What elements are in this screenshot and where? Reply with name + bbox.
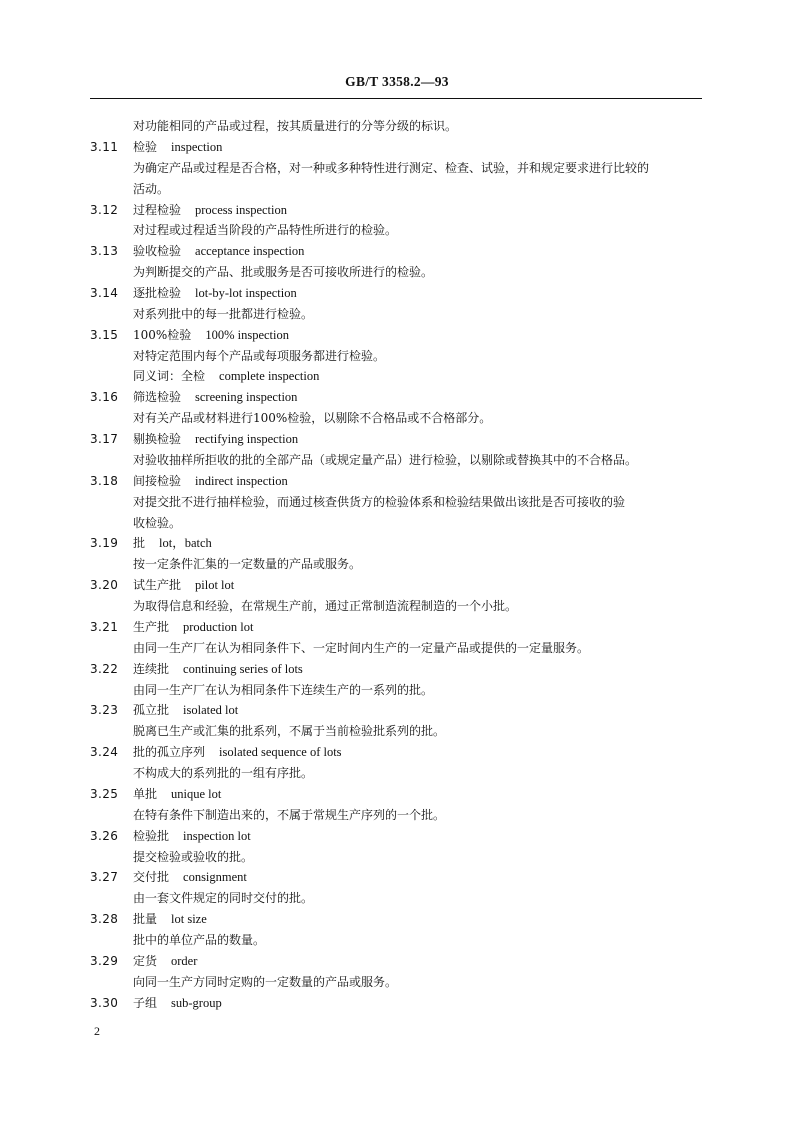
term-chinese: 生产批 [133, 619, 170, 634]
term-title [133, 993, 222, 1014]
definition-line [0, 763, 794, 784]
term-number: 3.29 [90, 953, 119, 968]
term-heading [0, 575, 794, 596]
term-title [133, 137, 222, 158]
term-number: 3.22 [90, 661, 119, 676]
term-title [133, 909, 207, 930]
definition-line [0, 346, 794, 367]
definition-text: 对验收抽样所拒收的批的全部产品（或规定量产品）进行检验，以剔除或替换其中的不合格品。 [133, 452, 638, 467]
definition-line [0, 262, 794, 283]
definition-text: 对功能相同的产品或过程，按其质量进行的分等分级的标识。 [133, 119, 458, 133]
term-number: 3.17 [90, 432, 119, 447]
term-heading [0, 784, 794, 805]
definition-line [0, 638, 794, 659]
term-title [133, 200, 287, 221]
synonym-text [133, 366, 319, 387]
term-heading [0, 533, 794, 554]
term-number: 3.26 [90, 828, 119, 843]
term-english: production lot [183, 619, 254, 634]
term-number: 3.12 [90, 202, 119, 217]
term-english: continuing series of lots [183, 661, 303, 676]
definition-line [0, 116, 794, 137]
term-english: inspection [171, 139, 223, 154]
definition-text: 对有关产品或材料进行100%检验，以剔除不合格品或不合格部分。 [133, 411, 492, 426]
term-chinese: 验收检验 [133, 244, 182, 259]
page-number: 2 [94, 1024, 100, 1038]
term-heading [0, 429, 794, 450]
term-english: process inspection [195, 202, 288, 217]
definition-text: 向同一生产方同时定购的一定数量的产品或服务。 [133, 974, 398, 989]
term-heading [0, 325, 794, 346]
definition-text: 按一定条件汇集的一定数量的产品或服务。 [133, 557, 362, 572]
definition-line [0, 408, 794, 429]
definition-line [0, 513, 794, 534]
term-chinese: 连续批 [133, 661, 170, 676]
definition-text: 由同一生产厂在认为相同条件下连续生产的一系列的批。 [133, 682, 434, 697]
term-title [133, 429, 298, 450]
term-chinese: 批 [133, 536, 146, 551]
synonym-english: complete inspection [219, 369, 320, 384]
definition-line [0, 492, 794, 513]
term-heading [0, 137, 794, 158]
definition-line [0, 450, 794, 471]
term-english: isolated sequence of lots [219, 745, 342, 760]
term-title [133, 867, 247, 888]
term-chinese: 间接检验 [133, 473, 182, 488]
definition-text: 由同一生产厂在认为相同条件下、一定时间内生产的一定量产品或提供的一定量服务。 [133, 640, 590, 655]
term-english: 100% inspection [205, 327, 289, 342]
term-heading [0, 826, 794, 847]
definition-line [0, 680, 794, 701]
term-number: 3.24 [90, 745, 119, 760]
term-chinese: 单批 [133, 786, 158, 801]
definition-line [0, 847, 794, 868]
definition-text: 收检验。 [133, 515, 182, 530]
term-heading [0, 659, 794, 680]
term-number: 3.30 [90, 995, 119, 1010]
term-chinese: 子组 [133, 995, 158, 1010]
term-heading [0, 471, 794, 492]
term-title [133, 471, 288, 492]
term-title [133, 575, 234, 596]
header-rule [90, 98, 702, 99]
definition-line [0, 805, 794, 826]
term-number: 3.14 [90, 286, 119, 300]
term-chinese: 逐批检验 [133, 286, 182, 300]
definition-text: 不构成大的系列批的一组有序批。 [133, 766, 314, 780]
term-title [133, 659, 303, 680]
term-number: 3.27 [90, 870, 119, 885]
term-english: lot-by-lot inspection [195, 286, 297, 300]
term-heading [0, 951, 794, 972]
term-chinese: 过程检验 [133, 202, 182, 217]
synonym-line [0, 366, 794, 387]
term-number: 3.20 [90, 578, 119, 593]
page-header-title: GB/T 3358.2—93 [345, 74, 449, 89]
term-chinese: 筛选检验 [133, 390, 182, 405]
term-chinese: 孤立批 [133, 703, 170, 718]
term-chinese: 检验批 [133, 828, 170, 843]
term-title [133, 951, 197, 972]
term-number: 3.25 [90, 786, 119, 801]
definition-line [0, 972, 794, 993]
term-english: unique lot [171, 786, 222, 801]
term-english: lot size [171, 912, 207, 927]
term-english: screening inspection [195, 390, 298, 405]
term-heading [0, 867, 794, 888]
term-heading [0, 700, 794, 721]
term-number: 3.15 [90, 327, 119, 342]
definition-text: 对过程或过程适当阶段的产品特性所进行的检验。 [133, 223, 398, 238]
term-title [133, 325, 289, 346]
term-number: 3.21 [90, 619, 119, 634]
term-english: rectifying inspection [195, 432, 299, 447]
definition-line [0, 304, 794, 325]
definition-text: 对特定范围内每个产品或每项服务都进行检验。 [133, 348, 386, 363]
definition-text: 为取得信息和经验，在常规生产前，通过正常制造流程制造的一个小批。 [133, 599, 518, 613]
term-english: isolated lot [183, 703, 239, 718]
term-title [133, 784, 221, 805]
term-chinese: 100%检验 [133, 327, 192, 342]
synonym-chinese: 同义词：全检 [133, 369, 206, 384]
definition-text: 为判断提交的产品、批或服务是否可接收所进行的检验。 [133, 265, 434, 280]
term-chinese: 剔换检验 [133, 432, 182, 447]
term-english: acceptance inspection [195, 244, 305, 259]
term-title [133, 283, 297, 304]
term-english: inspection lot [183, 828, 251, 843]
definition-line [0, 930, 794, 951]
term-heading [0, 993, 794, 1014]
term-title [133, 700, 238, 721]
definition-text: 批中的单位产品的数量。 [133, 932, 266, 947]
definition-line [0, 179, 794, 200]
definition-line [0, 721, 794, 742]
term-chinese: 交付批 [133, 870, 170, 885]
term-english: lot，batch [159, 536, 212, 551]
definition-line [0, 596, 794, 617]
definition-text: 为确定产品或过程是否合格，对一种或多种特性进行测定、检查、试验，并和规定要求进行比较的 [133, 160, 650, 175]
term-english: indirect inspection [195, 473, 288, 488]
term-number: 3.16 [90, 390, 119, 405]
definition-text: 对提交批不进行抽样检验，而通过核查供货方的检验体系和检验结果做出该批是否可接收的验 [133, 494, 626, 509]
term-english: order [171, 953, 198, 968]
definition-line [0, 158, 794, 179]
term-heading [0, 241, 794, 262]
term-number: 3.18 [90, 473, 119, 488]
term-chinese: 批量 [133, 912, 158, 927]
term-title [133, 742, 342, 763]
term-title [133, 533, 212, 554]
definition-line [0, 554, 794, 575]
term-heading [0, 387, 794, 408]
term-number: 3.28 [90, 912, 119, 927]
definition-line [0, 220, 794, 241]
term-title [133, 617, 254, 638]
term-title [133, 241, 304, 262]
definition-text: 对系列批中的每一批都进行检验。 [133, 306, 314, 321]
term-chinese: 批的孤立序列 [133, 745, 206, 760]
definition-text: 由一套文件规定的同时交付的批。 [133, 891, 314, 906]
term-heading [0, 742, 794, 763]
term-title [133, 826, 251, 847]
term-number: 3.13 [90, 244, 119, 259]
definition-text: 脱离已生产或汇集的批系列，不属于当前检验批系列的批。 [133, 724, 446, 739]
term-chinese: 试生产批 [133, 578, 182, 593]
definition-text: 活动。 [133, 181, 170, 196]
term-title [133, 387, 297, 408]
definition-line [0, 888, 794, 909]
term-chinese: 检验 [133, 139, 158, 154]
term-english: consignment [183, 870, 247, 885]
term-number: 3.23 [90, 703, 119, 718]
term-number: 3.19 [90, 536, 119, 551]
term-english: sub-group [171, 995, 222, 1010]
term-heading [0, 200, 794, 221]
term-english: pilot lot [195, 578, 235, 593]
term-chinese: 定货 [133, 953, 158, 968]
definition-text: 在特有条件下制造出来的，不属于常规生产序列的一个批。 [133, 807, 446, 822]
term-number: 3.11 [90, 139, 119, 154]
definition-text: 提交检验或验收的批。 [133, 849, 254, 864]
term-heading [0, 617, 794, 638]
term-heading [0, 909, 794, 930]
term-heading [0, 283, 794, 304]
